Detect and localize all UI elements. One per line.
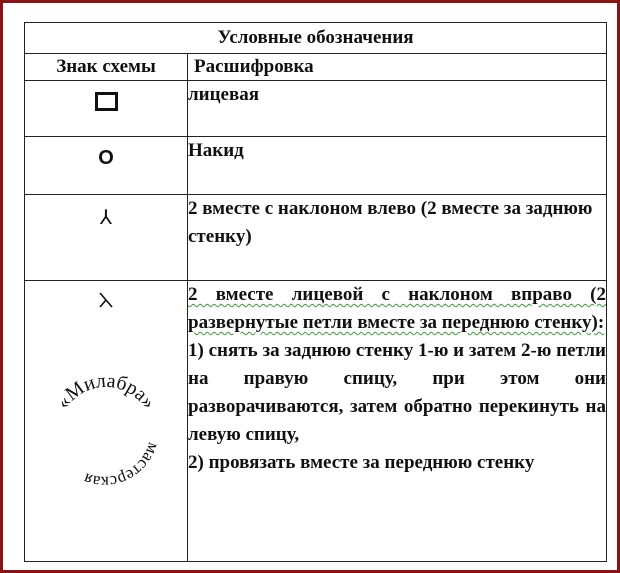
meaning-step-2: 2) провязать вместе за переднюю стенку (188, 452, 535, 473)
open-circle-icon: О (98, 147, 114, 169)
header-meaning: Расшифровка (188, 54, 607, 81)
watermark-logo (46, 367, 166, 493)
symbol-cell (25, 137, 188, 195)
milabra-watermark (46, 367, 166, 487)
svg-text:мастерская (81, 440, 164, 487)
svg-text:«Милабра» (52, 370, 160, 413)
open-square-icon (95, 92, 118, 111)
symbol-cell (25, 81, 188, 137)
meaning-step-1: 1) снять за заднюю стенку 1-ю и затем 2-ю петли на правую спицу, при этом они разворачиваются, затем обратно перекинуть на левую спицу, (188, 340, 607, 445)
lambda-right-glyph (97, 291, 115, 309)
header-row (25, 54, 607, 81)
caption-row (25, 23, 607, 54)
lambda-right-icon (97, 291, 115, 315)
table-caption: Условные обозначения (25, 23, 607, 54)
lambda-left-icon: ⅄ (99, 207, 113, 229)
watermark-tagline: мастерская (81, 440, 164, 487)
watermark-brand: «Милабра» (52, 369, 160, 413)
meaning-intro: 2 вместе лицевой с наклоном вправо (2 развернутые петли вместе за переднюю стенку): (188, 284, 607, 333)
meaning-cell: лицевая (188, 81, 607, 137)
table-row (25, 195, 607, 281)
table-row (25, 81, 607, 137)
table-row (25, 137, 607, 195)
symbol-cell (25, 281, 188, 562)
meaning-cell: 2 вместе с наклоном влево (2 вместе за заднюю стенку) (188, 195, 607, 281)
legend-table (24, 22, 607, 562)
symbol-cell (25, 195, 188, 281)
meaning-cell (188, 281, 607, 562)
meaning-cell: Накид (188, 137, 607, 195)
table-row (25, 281, 607, 562)
header-symbol: Знак схемы (25, 54, 188, 81)
